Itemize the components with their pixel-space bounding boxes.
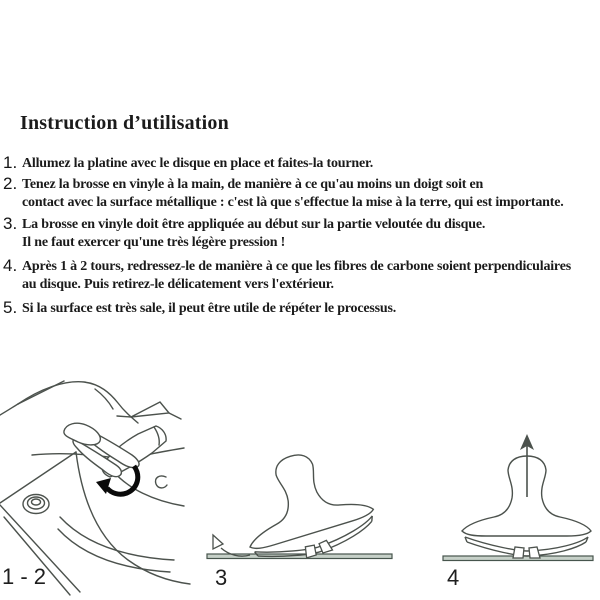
step-3-line-1: La brosse en vinyle doit être appliquée au début sur la partie veloutée du disque. bbox=[22, 217, 486, 232]
step-5-line-1: Si la surface est très sale, il peut être utile de répéter le processus. bbox=[22, 301, 397, 316]
step-1 bbox=[0, 155, 600, 173]
record-label-arc bbox=[112, 470, 184, 506]
step-1-line-1: Allumez la platine avec le disque en place et faites-la tourner. bbox=[22, 156, 374, 171]
step-3-line-2: Il ne faut exercer qu'une très légère pression ! bbox=[22, 234, 286, 250]
tilt-arrow-icon bbox=[213, 535, 250, 556]
figure-3-label: 3 bbox=[215, 565, 228, 590]
platter-edge-arc bbox=[76, 452, 190, 584]
step-4-line-2: au disque. Puis retirez-le délicatement vers l'extérieur. bbox=[22, 276, 334, 292]
brush-tilt-figure bbox=[207, 438, 392, 573]
record-edge-arc-1 bbox=[60, 517, 174, 560]
step-2-line-1: Tenez la brosse en vinyle à la main, de manière à ce qu'au moins un doigt soit en bbox=[22, 177, 484, 192]
thumb bbox=[64, 423, 100, 445]
record-edge-arc-2 bbox=[58, 529, 170, 572]
step-1-number: 1. bbox=[3, 153, 18, 172]
brush-lift-figure bbox=[443, 434, 593, 561]
wrist-line bbox=[0, 404, 18, 415]
page-title: Instruction d’utilisation bbox=[20, 112, 229, 134]
step-3 bbox=[0, 216, 600, 251]
step-5 bbox=[0, 300, 600, 318]
step-5-number: 5. bbox=[3, 298, 18, 317]
hinge-triangle bbox=[131, 402, 169, 417]
step-2 bbox=[0, 176, 600, 211]
turntable-brushing-figure bbox=[0, 381, 190, 595]
step-2-number: 2. bbox=[3, 174, 18, 193]
figure-1-2-label: 1 - 2 bbox=[2, 564, 47, 589]
step-2-line-2: contact avec la surface métallique : c'est là que s'effectue la mise à la terre, qui est importante. bbox=[22, 194, 564, 210]
knuckle-line bbox=[95, 389, 113, 409]
step-3-number: 3. bbox=[3, 214, 18, 233]
figure-4-label: 4 bbox=[447, 565, 460, 590]
step-4-number: 4. bbox=[3, 256, 18, 275]
record-brush-icon bbox=[228, 438, 381, 573]
step-4 bbox=[0, 258, 600, 293]
spindle-icon bbox=[156, 476, 167, 488]
instruction-figures bbox=[0, 360, 600, 600]
step-4-line-1: Après 1 à 2 tours, redressez-le de manière à ce que les fibres de carbone soient perpendiculaires bbox=[22, 259, 571, 274]
turntable-foot bbox=[23, 495, 49, 514]
